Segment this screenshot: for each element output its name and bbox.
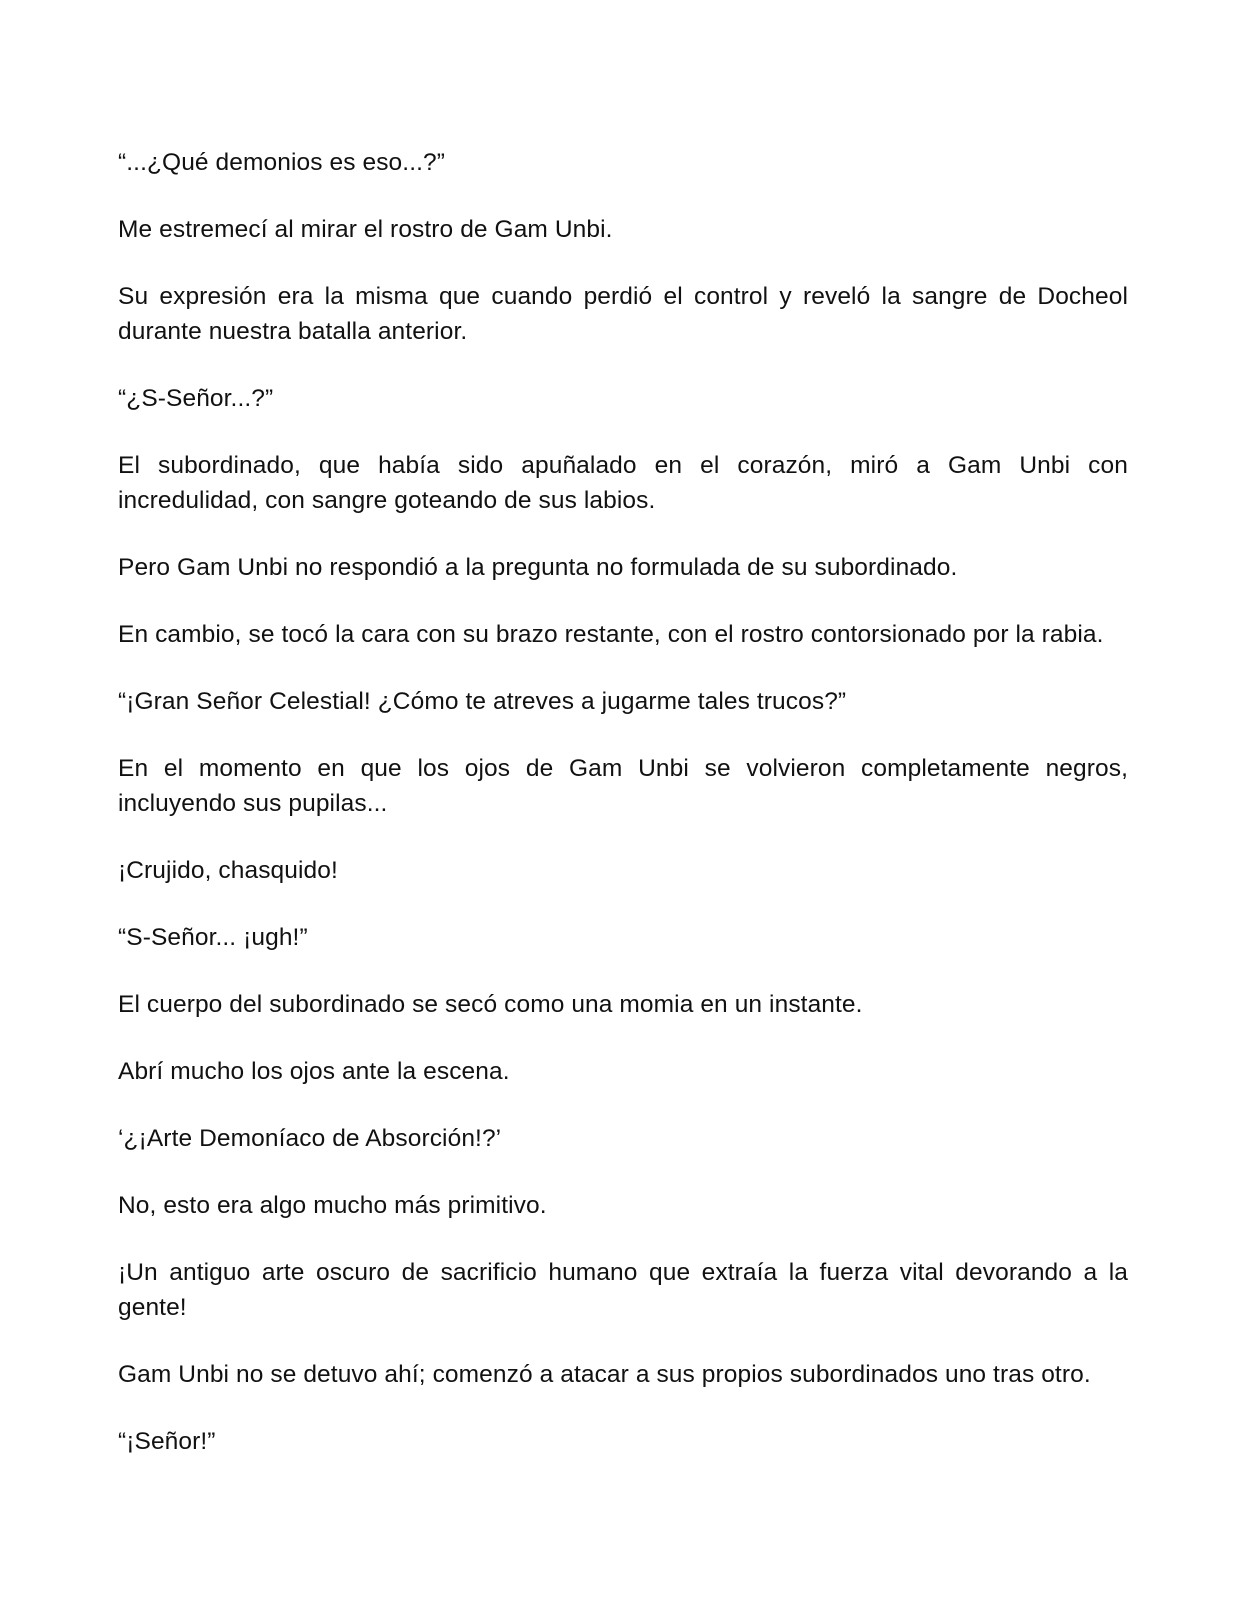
- paragraph: No, esto era algo mucho más primitivo.: [118, 1192, 547, 1219]
- paragraph: El cuerpo del subordinado se secó como una momia en un instante.: [118, 991, 863, 1018]
- paragraph: “¡Señor!”: [118, 1428, 216, 1455]
- paragraph: “¡Gran Señor Celestial! ¿Cómo te atreves a jugarme tales trucos?”: [118, 688, 847, 715]
- paragraph: “¿S-Señor...?”: [118, 385, 274, 412]
- paragraph: Me estremecí al mirar el rostro de Gam Unbi.: [118, 216, 613, 243]
- paragraph: ‘¿¡Arte Demoníaco de Absorción!?’: [118, 1125, 502, 1152]
- paragraph: ¡Un antiguo arte oscuro de sacrificio humano que extraía la fuerza vital devorando a la gente!: [118, 1259, 1128, 1321]
- paragraph: Su expresión era la misma que cuando perdió el control y reveló la sangre de Docheol durante nuestra batalla anterior.: [118, 283, 1128, 345]
- paragraph: El subordinado, que había sido apuñalado en el corazón, miró a Gam Unbi con incredulidad, con sangre goteando de sus labios.: [118, 452, 1128, 514]
- paragraph: “S-Señor... ¡ugh!”: [118, 924, 308, 951]
- paragraph: ¡Crujido, chasquido!: [118, 857, 338, 884]
- text-body: [118, 145, 1128, 1491]
- paragraph: Abrí mucho los ojos ante la escena.: [118, 1058, 510, 1085]
- paragraph: En cambio, se tocó la cara con su brazo restante, con el rostro contorsionado por la rabia.: [118, 621, 1104, 648]
- paragraph: “...¿Qué demonios es eso...?”: [118, 149, 445, 176]
- paragraph: Pero Gam Unbi no respondió a la pregunta no formulada de su subordinado.: [118, 554, 958, 581]
- paragraph: Gam Unbi no se detuvo ahí; comenzó a atacar a sus propios subordinados uno tras otro.: [118, 1361, 1091, 1388]
- paragraph: En el momento en que los ojos de Gam Unbi se volvieron completamente negros, incluyendo sus pupilas...: [118, 755, 1128, 817]
